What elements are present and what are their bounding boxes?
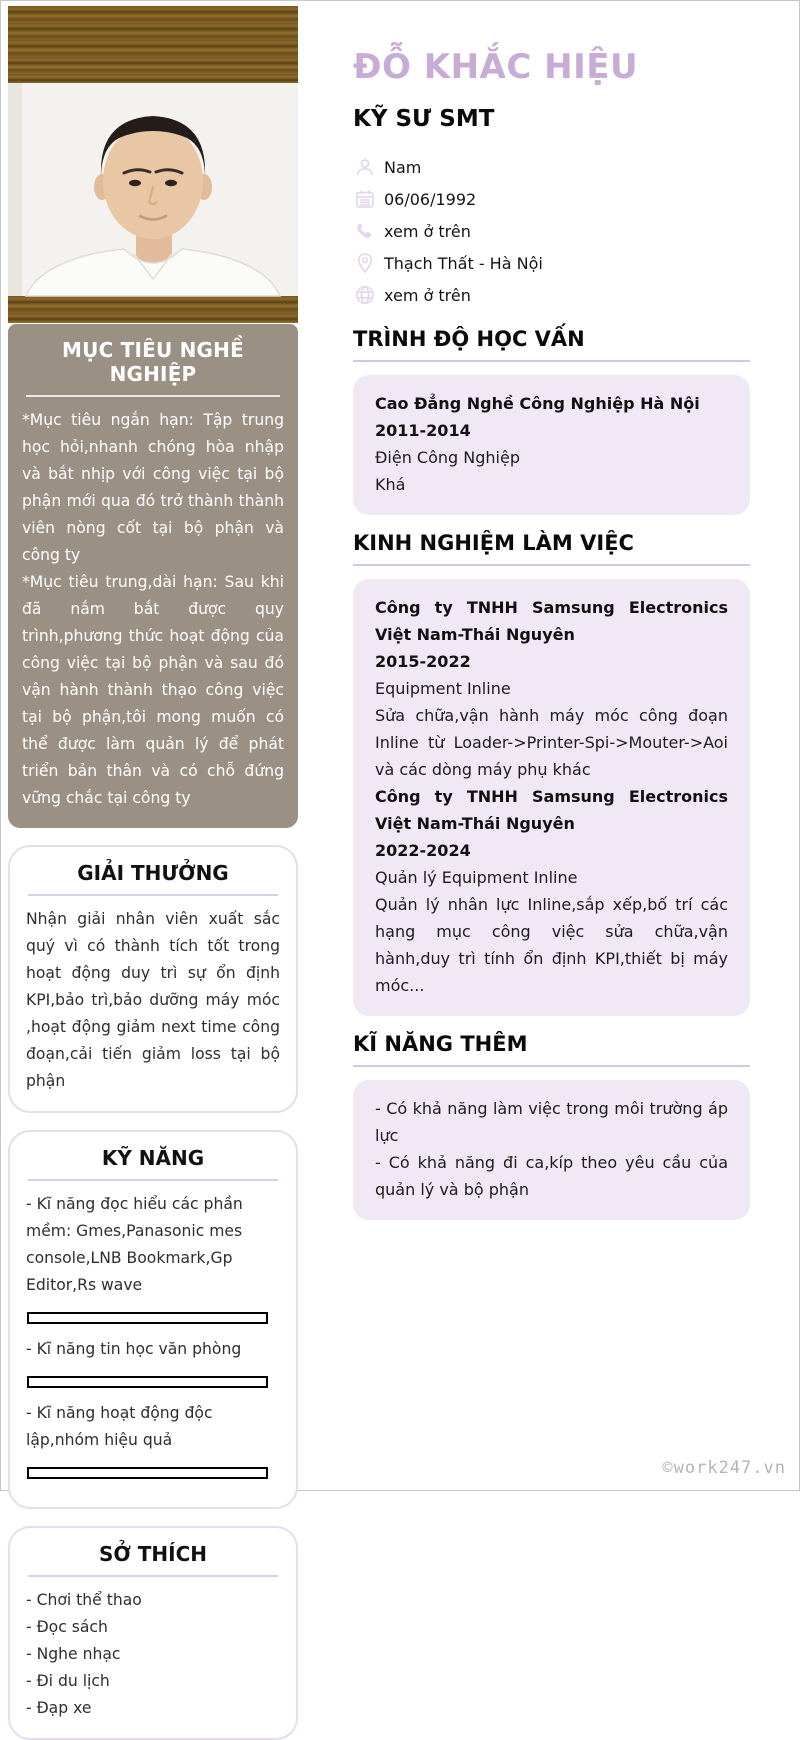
skill-level-bar	[27, 1467, 268, 1479]
skills-title: KỸ NĂNG	[28, 1146, 278, 1181]
info-row-address	[353, 247, 750, 279]
hobby-item: - Đọc sách	[26, 1618, 108, 1636]
hobby-item: - Nghe nhạc	[26, 1645, 121, 1663]
main-content	[353, 1, 750, 1220]
awards-title: GIẢI THƯỞNG	[28, 861, 278, 896]
education-major: Điện Công Nghiệp	[375, 448, 520, 467]
experience-section	[353, 531, 750, 1016]
extra-skills-card	[353, 1080, 750, 1220]
phone-icon	[353, 219, 377, 243]
education-grade: Khá	[375, 475, 406, 494]
phone-value: xem ở trên	[384, 221, 471, 241]
birthdate-value: 06/06/1992	[384, 189, 477, 209]
experience-description: Sửa chữa,vận hành máy móc công đoạn Inline từ Loader->Printer-Spi->Mouter->Aoi và các dòng máy phụ khác	[375, 706, 728, 779]
job-title: KỸ SƯ SMT	[353, 106, 495, 132]
extra-skills-section	[353, 1032, 750, 1220]
candidate-name: ĐỖ KHẮC HIỆU	[353, 47, 639, 87]
info-row-phone	[353, 215, 750, 247]
gender-value: Nam	[384, 157, 422, 177]
extra-skills-title: KĨ NĂNG THÊM	[353, 1032, 750, 1067]
education-school: Cao Đẳng Nghề Công Nghiệp Hà Nội	[375, 394, 700, 413]
skill-level-bar	[27, 1376, 268, 1388]
info-row-gender	[353, 151, 750, 183]
experience-position: Equipment Inline	[375, 679, 511, 698]
address-value: Thạch Thất - Hà Nội	[384, 253, 543, 273]
awards-section	[8, 845, 298, 1113]
experience-card	[353, 579, 750, 1016]
hobbies-section	[8, 1526, 298, 1740]
education-section	[353, 327, 750, 515]
education-title: TRÌNH ĐỘ HỌC VẤN	[353, 327, 750, 362]
watermark: ©work247.vn	[662, 1458, 786, 1478]
info-row-birthdate	[353, 183, 750, 215]
skill-level-bar	[27, 1312, 268, 1324]
personal-info-list	[353, 151, 750, 311]
globe-icon	[353, 283, 377, 307]
profile-photo	[8, 6, 298, 323]
awards-text: Nhận giải nhân viên xuất sắc quý vì có thành tích tốt trong hoạt động duy trì sự ổn định KPI,bảo trì,bảo dưỡng máy móc ,hoạt động giảm next time công đoạn,cải tiến giảm loss tại bộ phận	[26, 910, 280, 1090]
education-card	[353, 375, 750, 515]
photo-wood-frame-bottom	[8, 296, 298, 323]
skill-label: - Kĩ năng đọc hiểu các phần mềm: Gmes,Panasonic mes console,LNB Bookmark,Gp Editor,Rs wave	[26, 1195, 243, 1294]
experience-title: KINH NGHIỆM LÀM VIỆC	[353, 531, 750, 566]
hobby-item: - Đi du lịch	[26, 1672, 110, 1690]
calendar-icon	[353, 187, 377, 211]
career-objective-paragraph: *Mục tiêu ngắn hạn: Tập trung học hỏi,nhanh chóng hòa nhập và bắt nhịp với công việc tại bộ phận mới qua đó trở thành thành viên nòng cốt tại bộ phận và công ty	[22, 411, 284, 564]
sidebar	[8, 6, 298, 1740]
experience-description: Quản lý nhân lực Inline,sắp xếp,bố trí các hạng mục công việc sửa chữa,vận hành,duy trì tính ổn định KPI,thiết bị máy móc...	[375, 895, 728, 995]
experience-company: Công ty TNHH Samsung Electronics Việt Nam-Thái Nguyên	[375, 787, 728, 833]
experience-years: 2022-2024	[375, 841, 471, 860]
experience-years: 2015-2022	[375, 652, 471, 671]
skill-label: - Kĩ năng hoạt động độc lập,nhóm hiệu quả	[26, 1404, 213, 1449]
location-icon	[353, 251, 377, 275]
career-objective-title: MỤC TIÊU NGHỀ NGHIỆP	[26, 338, 280, 397]
skill-label: - Kĩ năng tin học văn phòng	[26, 1340, 242, 1358]
career-objective-paragraph: *Mục tiêu trung,dài hạn: Sau khi đã nắm bắt được quy trình,phương thức hoạt động của công việc tại bộ phận và sau đó vận hành thành thạo công việc tại bộ phận,tôi mong muốn có thể được làm quản lý để phát triển bản thân và có chỗ đứng vững chắc tại công ty	[22, 573, 284, 807]
education-years: 2011-2014	[375, 421, 471, 440]
hobby-item: - Chơi thể thao	[26, 1591, 142, 1609]
experience-company: Công ty TNHH Samsung Electronics Việt Nam-Thái Nguyên	[375, 598, 728, 644]
info-row-website	[353, 279, 750, 311]
person-icon	[353, 155, 377, 179]
portrait-image	[8, 83, 298, 296]
extra-skill-line: - Có khả năng làm việc trong môi trường áp lực	[375, 1099, 728, 1145]
skills-section	[8, 1130, 298, 1509]
photo-wood-frame-top	[8, 6, 298, 83]
career-objective-section	[8, 324, 298, 828]
extra-skill-line: - Có khả năng đi ca,kíp theo yêu cầu của quản lý và bộ phận	[375, 1153, 728, 1199]
website-value: xem ở trên	[384, 285, 471, 305]
experience-position: Quản lý Equipment Inline	[375, 868, 578, 887]
hobby-item: - Đạp xe	[26, 1699, 92, 1717]
hobbies-title: SỞ THÍCH	[28, 1542, 278, 1577]
